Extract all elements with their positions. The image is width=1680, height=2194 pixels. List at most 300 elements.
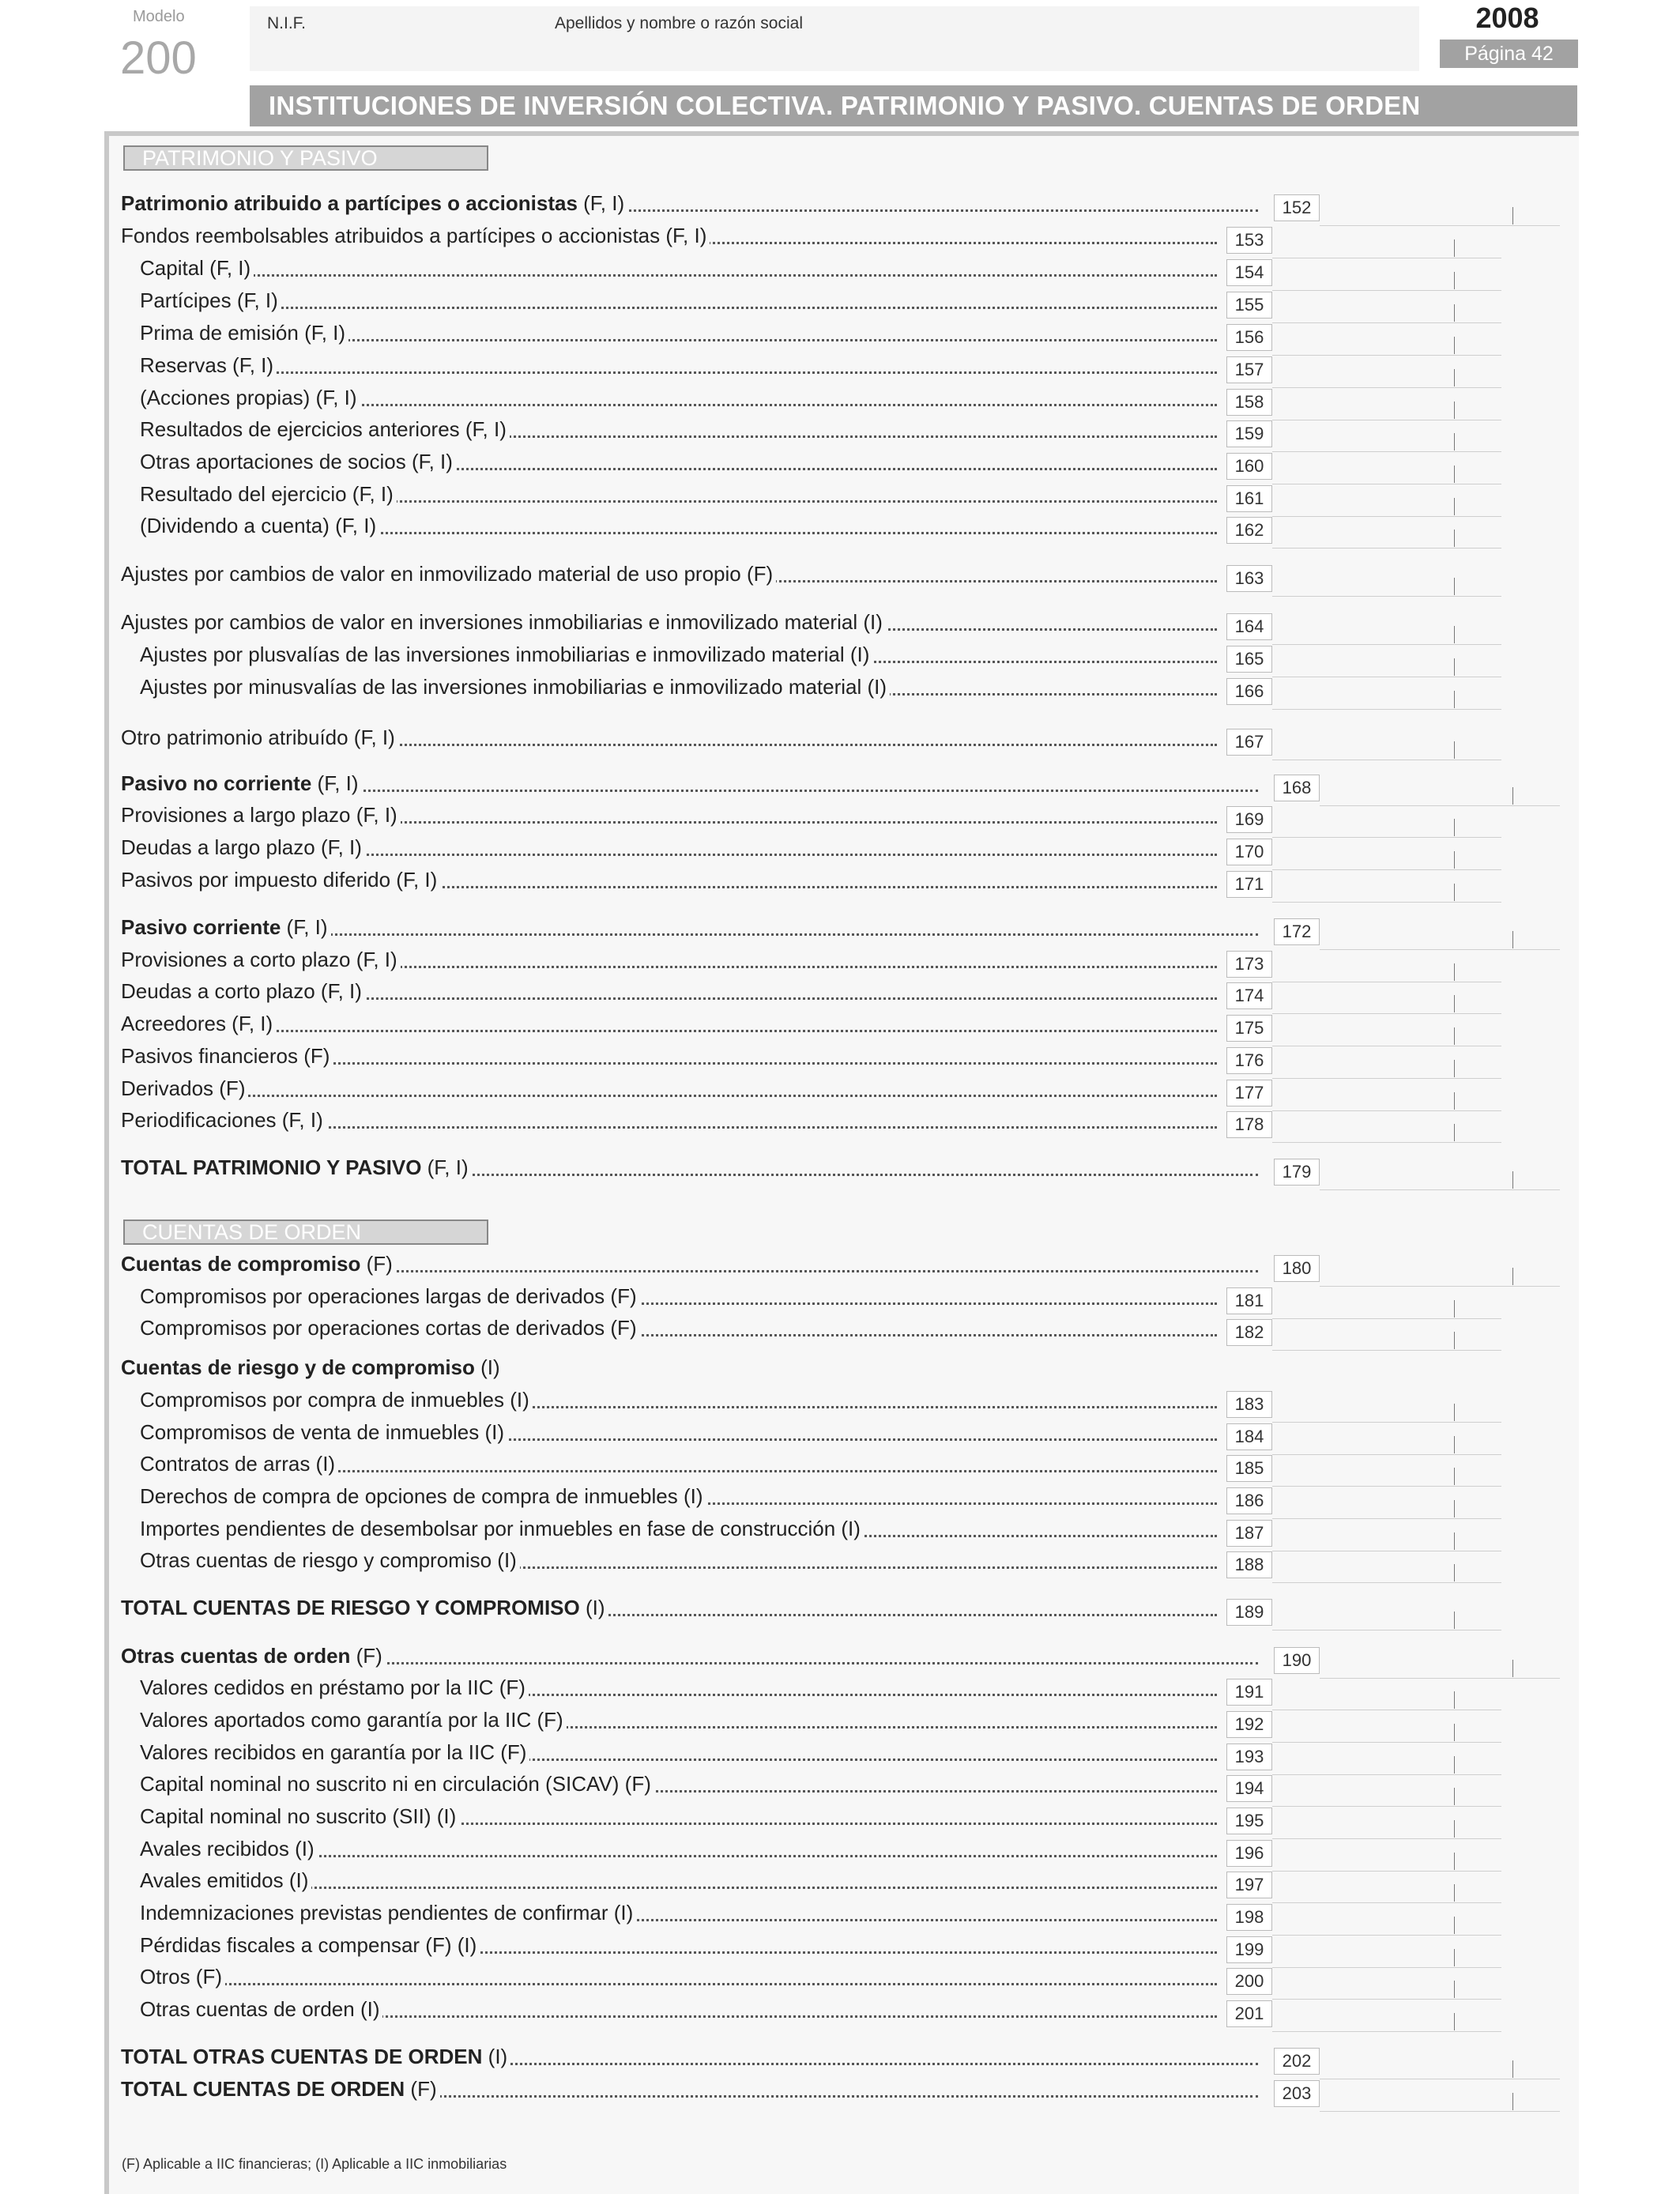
row-label-text: Contratos de arras (I) xyxy=(140,1452,336,1476)
modelo-number: 200 xyxy=(120,32,197,84)
row-label xyxy=(140,256,254,280)
page-title: INSTITUCIONES DE INVERSIÓN COLECTIVA. PATRIMONIO Y PASIVO. CUENTAS DE ORDEN xyxy=(250,85,1577,126)
box-number-195: 195 xyxy=(1226,1808,1272,1834)
amount-field-158[interactable] xyxy=(1272,389,1501,420)
box-number-194: 194 xyxy=(1226,1775,1272,1802)
form-row-195 xyxy=(140,1803,1217,1830)
amount-field-174[interactable] xyxy=(1272,982,1501,1014)
amount-field-167[interactable] xyxy=(1272,729,1501,760)
row-label xyxy=(140,321,348,345)
form-row-152 xyxy=(121,190,1258,217)
row-label-text: Ajustes por minusvalías de las inversiones inmobiliarias e inmovilizado material (I) xyxy=(140,675,887,699)
decimal-separator-tick xyxy=(1454,1060,1455,1077)
decimal-separator-tick xyxy=(1454,1788,1455,1805)
apellidos-label: Apellidos y nombre o razón social xyxy=(555,14,803,32)
row-label xyxy=(140,1484,706,1508)
box-number-172: 172 xyxy=(1274,918,1320,945)
form-row-166 xyxy=(140,673,1217,700)
form-row-189 xyxy=(121,1594,1217,1621)
row-label-text: (F, I) xyxy=(311,771,359,795)
amount-field-182[interactable] xyxy=(1272,1319,1501,1351)
row-label-text: (Acciones propias) (F, I) xyxy=(140,386,357,409)
decimal-separator-tick xyxy=(1454,272,1455,289)
amount-field-166[interactable] xyxy=(1272,678,1501,710)
box-number-154: 154 xyxy=(1226,259,1272,286)
row-label-bold: TOTAL CUENTAS DE RIESGO Y COMPROMISO xyxy=(121,1596,580,1619)
row-label-text: Compromisos de venta de inmuebles (I) xyxy=(140,1420,504,1444)
box-number-178: 178 xyxy=(1226,1111,1272,1138)
row-label-text: Importes pendientes de desembolsar por inmuebles en fase de construcción (I) xyxy=(140,1517,861,1540)
box-number-152: 152 xyxy=(1274,194,1320,221)
leader-dots xyxy=(121,1095,1217,1097)
row-label xyxy=(121,224,710,247)
amount-field-156[interactable] xyxy=(1272,324,1501,356)
form-row-188 xyxy=(140,1547,1217,1574)
decimal-separator-tick xyxy=(1454,995,1455,1012)
row-label xyxy=(140,1772,654,1796)
amount-field-198[interactable] xyxy=(1272,1904,1501,1936)
form-row-190 xyxy=(121,1642,1258,1669)
box-number-202: 202 xyxy=(1274,2048,1320,2075)
amount-field-170[interactable] xyxy=(1272,839,1501,870)
row-label xyxy=(121,948,401,971)
amount-field-162[interactable] xyxy=(1272,517,1501,548)
form-row-163 xyxy=(121,560,1217,587)
box-number-186: 186 xyxy=(1226,1487,1272,1514)
decimal-separator-tick xyxy=(1454,337,1455,354)
decimal-separator-tick xyxy=(1454,1853,1455,1870)
amount-field-186[interactable] xyxy=(1272,1487,1501,1519)
decimal-separator-tick xyxy=(1454,369,1455,386)
form-row-196 xyxy=(140,1835,1217,1862)
box-number-170: 170 xyxy=(1226,839,1272,865)
row-label xyxy=(140,386,360,409)
amount-field-200[interactable] xyxy=(1272,1968,1501,2000)
row-label xyxy=(140,1316,640,1340)
amount-field-185[interactable] xyxy=(1272,1455,1501,1487)
form-row-198 xyxy=(140,1899,1217,1926)
row-label-text: (F, I) xyxy=(577,191,625,215)
identification-box xyxy=(250,6,1419,71)
box-number-191: 191 xyxy=(1226,1679,1272,1706)
box-number-197: 197 xyxy=(1226,1872,1272,1898)
decimal-separator-tick xyxy=(1454,1949,1455,1966)
box-number-175: 175 xyxy=(1226,1015,1272,1042)
row-label xyxy=(140,1933,480,1957)
amount-field-159[interactable] xyxy=(1272,420,1501,452)
decimal-separator-tick xyxy=(1454,1468,1455,1485)
row-label-text: Avales recibidos (I) xyxy=(140,1837,315,1860)
decimal-separator-tick xyxy=(1512,787,1513,805)
form-row-170 xyxy=(121,834,1217,861)
row-label-bold: Pasivo no corriente xyxy=(121,771,312,795)
row-label-text: Derechos de compra de opciones de compra de inmuebles (I) xyxy=(140,1484,703,1508)
decimal-separator-tick xyxy=(1454,1532,1455,1550)
decimal-separator-tick xyxy=(1454,1124,1455,1141)
decimal-separator-tick xyxy=(1512,1660,1513,1677)
form-row-197 xyxy=(140,1867,1217,1894)
box-number-159: 159 xyxy=(1226,420,1272,447)
section-tab-patrimonio: PATRIMONIO Y PASIVO xyxy=(123,145,488,171)
amount-field-203[interactable] xyxy=(1320,2080,1560,2112)
box-number-166: 166 xyxy=(1226,678,1272,705)
amount-field-195[interactable] xyxy=(1272,1808,1501,1839)
row-label-text: Fondos reembolsables atribuidos a partícipes o accionistas (F, I) xyxy=(121,224,707,247)
row-label-text: Otras cuentas de riesgo y compromiso (I) xyxy=(140,1548,517,1572)
decimal-separator-tick xyxy=(1454,1724,1455,1741)
row-label-text: (F, I) xyxy=(421,1155,469,1179)
row-label xyxy=(140,514,379,537)
row-label-text: (F) xyxy=(350,1644,382,1668)
amount-field-177[interactable] xyxy=(1272,1080,1501,1111)
form-row-heading xyxy=(121,1354,1217,1381)
row-label-text: Ajustes por cambios de valor en inmovilizado material de uso propio (F) xyxy=(121,562,774,586)
decimal-separator-tick xyxy=(1454,466,1455,483)
row-label-text: Deudas a largo plazo (F, I) xyxy=(121,835,362,859)
form-row-161 xyxy=(140,481,1217,507)
amount-field-165[interactable] xyxy=(1272,646,1501,677)
row-label-text: Indemnizaciones previstas pendientes de confirmar (I) xyxy=(140,1901,634,1924)
decimal-separator-tick xyxy=(1454,1756,1455,1774)
row-label xyxy=(121,1596,608,1619)
box-number-156: 156 xyxy=(1226,324,1272,351)
box-number-190: 190 xyxy=(1274,1647,1320,1674)
amount-field-160[interactable] xyxy=(1272,453,1501,484)
amount-field-171[interactable] xyxy=(1272,871,1501,903)
box-number-176: 176 xyxy=(1226,1047,1272,1074)
row-label-text: Derivados (F) xyxy=(121,1076,246,1100)
row-label-text: (F, I) xyxy=(281,915,328,939)
amount-field-187[interactable] xyxy=(1272,1520,1501,1551)
row-label xyxy=(121,2077,440,2101)
amount-field-201[interactable] xyxy=(1272,2000,1501,2032)
row-label xyxy=(140,675,890,699)
decimal-separator-tick xyxy=(1454,741,1455,759)
row-label xyxy=(140,1284,640,1308)
decimal-separator-tick xyxy=(1454,819,1455,836)
box-number-189: 189 xyxy=(1226,1599,1272,1626)
row-label xyxy=(140,1517,864,1540)
amount-field-153[interactable] xyxy=(1272,227,1501,258)
form-row-201 xyxy=(140,1996,1217,2022)
form-row-160 xyxy=(140,448,1217,475)
box-number-185: 185 xyxy=(1226,1455,1272,1482)
box-number-188: 188 xyxy=(1226,1551,1272,1578)
decimal-separator-tick xyxy=(1512,1171,1513,1189)
row-label-text: Otras cuentas de orden (I) xyxy=(140,1997,380,2021)
box-number-157: 157 xyxy=(1226,356,1272,383)
box-number-198: 198 xyxy=(1226,1904,1272,1931)
row-label xyxy=(121,868,440,892)
decimal-separator-tick xyxy=(1454,304,1455,322)
form-row-200 xyxy=(140,1963,1217,1990)
row-label-text: Pasivos financieros (F) xyxy=(121,1044,330,1068)
decimal-separator-tick xyxy=(1454,1981,1455,1998)
decimal-separator-tick xyxy=(1454,1884,1455,1902)
box-number-168: 168 xyxy=(1274,775,1320,801)
row-label-text: Partícipes (F, I) xyxy=(140,288,278,312)
box-number-184: 184 xyxy=(1226,1423,1272,1450)
leader-dots xyxy=(140,1983,1217,1985)
leader-dots xyxy=(140,307,1217,309)
row-label xyxy=(121,835,365,859)
box-number-155: 155 xyxy=(1226,292,1272,319)
decimal-separator-tick xyxy=(1454,1404,1455,1421)
row-label xyxy=(121,191,627,215)
row-label xyxy=(140,1804,459,1828)
row-label-text: Compromisos por operaciones largas de derivados (F) xyxy=(140,1284,637,1308)
amount-field-168[interactable] xyxy=(1320,775,1560,806)
box-number-193: 193 xyxy=(1226,1744,1272,1770)
row-label-text: Acreedores (F, I) xyxy=(121,1012,273,1035)
amount-field-164[interactable] xyxy=(1272,613,1501,645)
form-row-181 xyxy=(140,1283,1217,1310)
row-label xyxy=(140,1708,567,1732)
box-number-200: 200 xyxy=(1226,1968,1272,1995)
leader-dots xyxy=(140,274,1217,277)
form-row-179 xyxy=(121,1154,1258,1181)
amount-field-202[interactable] xyxy=(1320,2048,1560,2079)
form-row-174 xyxy=(121,978,1217,1005)
decimal-separator-tick xyxy=(1512,1268,1513,1285)
decimal-separator-tick xyxy=(1454,691,1455,708)
decimal-separator-tick xyxy=(1454,1332,1455,1349)
row-label-text: Periodificaciones (F, I) xyxy=(121,1108,323,1132)
box-number-174: 174 xyxy=(1226,982,1272,1009)
box-number-173: 173 xyxy=(1226,951,1272,978)
row-label-bold: TOTAL CUENTAS DE ORDEN xyxy=(121,2077,405,2101)
form-row-178 xyxy=(121,1106,1217,1133)
row-label-text: Resultado del ejercicio (F, I) xyxy=(140,482,394,506)
form-row-192 xyxy=(140,1706,1217,1733)
row-label-text: Valores cedidos en préstamo por la IIC (F) xyxy=(140,1676,525,1699)
amount-field-197[interactable] xyxy=(1272,1872,1501,1903)
form-row-165 xyxy=(140,641,1217,668)
amount-field-181[interactable] xyxy=(1272,1287,1501,1319)
box-number-203: 203 xyxy=(1274,2080,1320,2107)
form-row-171 xyxy=(121,866,1217,893)
box-number-201: 201 xyxy=(1226,2000,1272,2027)
row-label xyxy=(140,1388,533,1412)
form-row-186 xyxy=(140,1483,1217,1510)
row-label xyxy=(121,1108,326,1132)
box-number-160: 160 xyxy=(1226,453,1272,480)
box-number-192: 192 xyxy=(1226,1711,1272,1738)
row-label xyxy=(121,915,331,939)
row-label-bold: Cuentas de riesgo y de compromiso xyxy=(121,1355,475,1379)
row-label xyxy=(121,2045,510,2068)
box-number-182: 182 xyxy=(1226,1319,1272,1346)
leader-dots xyxy=(140,371,1217,374)
row-label xyxy=(121,1012,276,1035)
row-label-text: Provisiones a corto plazo (F, I) xyxy=(121,948,397,971)
row-label xyxy=(121,1076,248,1100)
decimal-separator-tick xyxy=(1454,626,1455,643)
amount-field-194[interactable] xyxy=(1272,1775,1501,1807)
row-label-text: Pérdidas fiscales a compensar (F) (I) xyxy=(140,1933,477,1957)
row-label xyxy=(140,1420,507,1444)
amount-field-172[interactable] xyxy=(1320,918,1560,950)
decimal-separator-tick xyxy=(1454,1092,1455,1110)
decimal-separator-tick xyxy=(1454,851,1455,869)
form-row-175 xyxy=(121,1010,1217,1037)
decimal-separator-tick xyxy=(1454,1436,1455,1453)
row-label-text: Ajustes por cambios de valor en inversiones inmobiliarias e inmovilizado material (I) xyxy=(121,610,883,634)
box-number-158: 158 xyxy=(1226,389,1272,416)
form-row-199 xyxy=(140,1932,1217,1958)
row-label xyxy=(140,1548,520,1572)
amount-field-178[interactable] xyxy=(1272,1111,1501,1143)
amount-field-180[interactable] xyxy=(1320,1255,1560,1287)
row-label-text: (F) xyxy=(360,1252,393,1276)
form-row-176 xyxy=(121,1042,1217,1069)
row-label-text: Ajustes por plusvalías de las inversiones inmobiliarias e inmovilizado material (I) xyxy=(140,643,870,666)
decimal-separator-tick xyxy=(1454,530,1455,547)
decimal-separator-tick xyxy=(1454,963,1455,981)
row-label xyxy=(140,482,397,506)
leader-dots xyxy=(121,1030,1217,1032)
row-label xyxy=(140,1901,636,1924)
row-label-text: Otros (F) xyxy=(140,1965,222,1989)
box-number-180: 180 xyxy=(1274,1255,1320,1282)
row-label xyxy=(140,1965,225,1989)
decimal-separator-tick xyxy=(1454,239,1455,257)
row-label xyxy=(140,1740,529,1764)
form-row-203 xyxy=(121,2075,1258,2102)
row-label-bold: Cuentas de compromiso xyxy=(121,1252,361,1276)
amount-field-157[interactable] xyxy=(1272,356,1501,388)
box-number-183: 183 xyxy=(1226,1391,1272,1418)
amount-field-169[interactable] xyxy=(1272,806,1501,838)
box-number-179: 179 xyxy=(1274,1159,1320,1186)
amount-field-175[interactable] xyxy=(1272,1015,1501,1046)
row-label-text: Pasivos por impuesto diferido (F, I) xyxy=(121,868,438,892)
amount-field-173[interactable] xyxy=(1272,951,1501,982)
amount-field-183[interactable] xyxy=(1272,1391,1501,1423)
row-label xyxy=(140,1837,318,1860)
decimal-separator-tick xyxy=(1454,1564,1455,1581)
decimal-separator-tick xyxy=(1454,1820,1455,1838)
section-tab-cuentas: CUENTAS DE ORDEN xyxy=(123,1220,488,1245)
row-label xyxy=(140,288,281,312)
decimal-separator-tick xyxy=(1454,1691,1455,1709)
row-label xyxy=(140,1676,529,1699)
row-label xyxy=(121,562,776,586)
decimal-separator-tick xyxy=(1454,433,1455,450)
box-number-187: 187 xyxy=(1226,1520,1272,1547)
page-badge: Página 42 xyxy=(1440,40,1578,68)
row-label-text: Otro patrimonio atribuído (F, I) xyxy=(121,726,395,749)
form-row-169 xyxy=(121,801,1217,828)
form-row-202 xyxy=(121,2043,1258,2070)
amount-field-191[interactable] xyxy=(1272,1679,1501,1710)
decimal-separator-tick xyxy=(1512,2093,1513,2110)
decimal-separator-tick xyxy=(1454,1300,1455,1318)
row-label xyxy=(140,450,456,473)
amount-field-152[interactable] xyxy=(1320,194,1560,226)
amount-field-179[interactable] xyxy=(1320,1159,1560,1190)
amount-field-196[interactable] xyxy=(1272,1840,1501,1872)
form-row-193 xyxy=(140,1739,1217,1766)
row-label xyxy=(121,1044,333,1068)
box-number-162: 162 xyxy=(1226,517,1272,544)
box-number-165: 165 xyxy=(1226,646,1272,673)
amount-field-184[interactable] xyxy=(1272,1423,1501,1455)
row-label-text: (Dividendo a cuenta) (F, I) xyxy=(140,514,377,537)
row-label-text: Valores recibidos en garantía por la IIC (F) xyxy=(140,1740,527,1764)
box-number-161: 161 xyxy=(1226,485,1272,512)
box-number-171: 171 xyxy=(1226,871,1272,898)
row-label xyxy=(121,1644,386,1668)
row-label-text: Reservas (F, I) xyxy=(140,353,274,377)
row-label-text: Valores aportados como garantía por la IIC (F) xyxy=(140,1708,563,1732)
row-label-text: Capital nominal no suscrito (SII) (I) xyxy=(140,1804,457,1828)
decimal-separator-tick xyxy=(1512,931,1513,948)
form-row-164 xyxy=(121,609,1217,635)
form-row-187 xyxy=(140,1515,1217,1542)
form-row-194 xyxy=(140,1770,1217,1797)
row-label xyxy=(121,1355,503,1379)
box-number-181: 181 xyxy=(1226,1287,1272,1314)
form-row-156 xyxy=(140,319,1217,346)
amount-field-188[interactable] xyxy=(1272,1551,1501,1583)
amount-field-155[interactable] xyxy=(1272,292,1501,323)
form-row-172 xyxy=(121,914,1258,941)
modelo-label: Modelo xyxy=(133,8,185,25)
form-row-183 xyxy=(140,1386,1217,1413)
decimal-separator-tick xyxy=(1454,658,1455,676)
row-label-text: (F) xyxy=(405,2077,437,2101)
form-row-154 xyxy=(140,254,1217,281)
amount-field-161[interactable] xyxy=(1272,485,1501,517)
row-label-text: Provisiones a largo plazo (F, I) xyxy=(121,803,397,827)
row-label xyxy=(140,1997,382,2021)
row-label-text: (I) xyxy=(579,1596,605,1619)
form-row-159 xyxy=(140,416,1217,443)
row-label-text: (I) xyxy=(474,1355,500,1379)
amount-field-199[interactable] xyxy=(1272,1936,1501,1968)
box-number-169: 169 xyxy=(1226,806,1272,833)
footnote: (F) Aplicable a IIC financieras; (I) Aplicable a IIC inmobiliarias xyxy=(122,2156,507,2172)
form-row-155 xyxy=(140,287,1217,314)
box-number-164: 164 xyxy=(1226,613,1272,640)
row-label-bold: Otras cuentas de orden xyxy=(121,1644,351,1668)
row-label-text: Capital (F, I) xyxy=(140,256,251,280)
box-number-199: 199 xyxy=(1226,1936,1272,1963)
decimal-separator-tick xyxy=(1512,207,1513,224)
form-row-167 xyxy=(121,724,1217,751)
amount-field-176[interactable] xyxy=(1272,1047,1501,1079)
row-label-text: Prima de emisión (F, I) xyxy=(140,321,346,345)
form-row-180 xyxy=(121,1250,1258,1277)
amount-field-163[interactable] xyxy=(1272,565,1501,597)
form-row-158 xyxy=(140,384,1217,411)
decimal-separator-tick xyxy=(1454,1027,1455,1045)
amount-field-193[interactable] xyxy=(1272,1744,1501,1775)
year-label: 2008 xyxy=(1475,2,1539,34)
row-label xyxy=(140,1868,311,1892)
row-label xyxy=(140,643,872,666)
amount-field-190[interactable] xyxy=(1320,1647,1560,1679)
row-label-bold: Patrimonio atribuido a partícipes o accionistas xyxy=(121,191,578,215)
form-row-168 xyxy=(121,770,1258,797)
amount-field-189[interactable] xyxy=(1272,1599,1501,1630)
amount-field-192[interactable] xyxy=(1272,1711,1501,1743)
amount-field-154[interactable] xyxy=(1272,259,1501,291)
form-row-185 xyxy=(140,1450,1217,1477)
decimal-separator-tick xyxy=(1454,884,1455,901)
form-row-184 xyxy=(140,1419,1217,1446)
